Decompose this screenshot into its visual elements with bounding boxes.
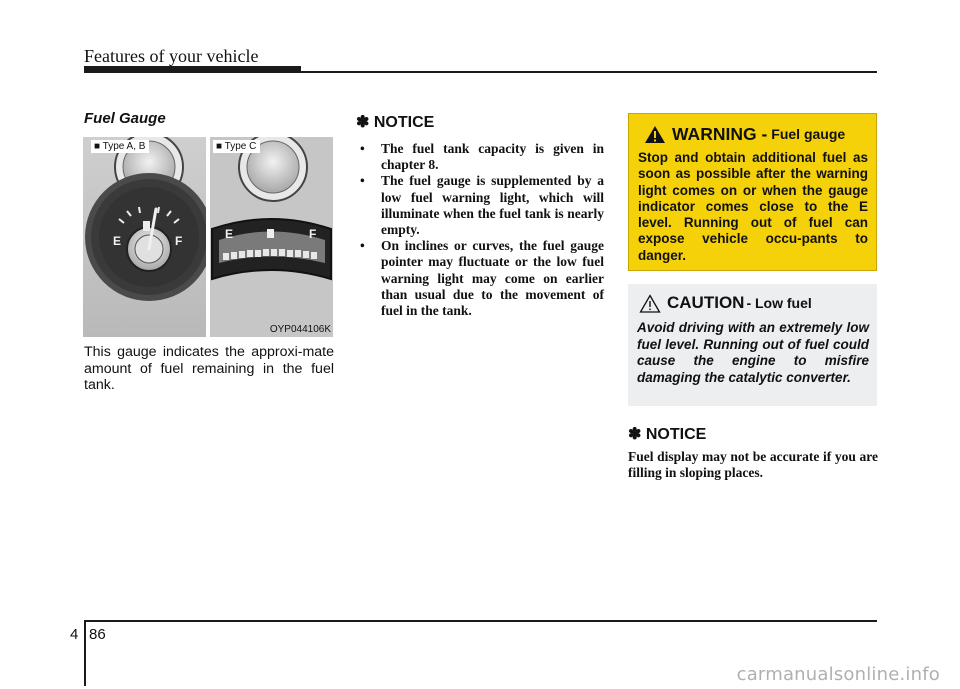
- notice-title: NOTICE: [373, 114, 435, 131]
- gauge-a-empty-letter: E: [113, 234, 122, 248]
- chapter-number: 4: [70, 626, 79, 643]
- caution-title: CAUTION: [667, 293, 745, 312]
- fuel-gauge-figure: [83, 137, 333, 337]
- panel-divider: [206, 137, 210, 337]
- notice2-body: Fuel display may not be accurate if you are filling in sloping places.: [628, 449, 878, 481]
- notice-heading: [356, 112, 434, 132]
- header-rule: [84, 71, 877, 73]
- notice2-title: NOTICE: [645, 426, 707, 443]
- fuel-pump-icon: [267, 229, 274, 238]
- fuel-gauge-illustration: [83, 137, 333, 337]
- footer-vertical-rule: [84, 620, 86, 686]
- section-title: Fuel Gauge: [84, 110, 166, 127]
- notice-symbol-icon: ✽: [356, 114, 370, 131]
- footer-rule: [84, 620, 877, 622]
- gauge-a-full-letter: F: [175, 234, 183, 248]
- gauge-type-c: [210, 137, 333, 337]
- caution-subtitle: - Low fuel: [746, 295, 812, 311]
- page-header-title: Features of your vehicle: [84, 46, 259, 66]
- caution-triangle-icon: [639, 294, 661, 313]
- warning-subtitle: Fuel gauge: [771, 126, 846, 142]
- notice-list: [356, 141, 604, 319]
- warning-title: WARNING -: [672, 123, 768, 144]
- caution-heading: [637, 290, 869, 316]
- warning-body: Stop and obtain additional fuel as soon as possible after the warning light comes on or when the gauge indicator comes close to the E level. Running out of fuel can expose vehicle occu-pants to danger.: [638, 150, 868, 263]
- figure-label-type-ab: ■ Type A, B: [91, 140, 149, 153]
- warning-triangle-icon: [644, 125, 666, 144]
- notice2-heading: [628, 424, 706, 444]
- figure-code: OYP044106K: [269, 324, 331, 335]
- page-number: 86: [89, 626, 106, 643]
- list-item: • On inclines or curves, the fuel gauge pointer may fluctuate or the low fuel warning light may come on earlier than usual due to the movement of fuel in the tank.: [360, 238, 604, 319]
- warning-box: [628, 113, 877, 271]
- watermark: carmanualsonline.info: [736, 664, 940, 685]
- notice2-symbol-icon: ✽: [628, 426, 642, 443]
- caution-body: Avoid driving with an extremely low fuel level. Running out of fuel could cause the engine to misfire damaging the catalytic converter.: [637, 320, 869, 385]
- fuel-gauge-description: This gauge indicates the approxi-mate amount of fuel remaining in the fuel tank.: [84, 344, 334, 393]
- caution-box: [628, 284, 877, 406]
- gauge-c-empty-letter: E: [225, 227, 234, 241]
- list-item: • The fuel tank capacity is given in chapter 8.: [360, 141, 604, 173]
- list-item: • The fuel gauge is supplemented by a low fuel warning light, which will illuminate when the fuel tank is nearly empty.: [360, 173, 604, 238]
- figure-label-type-c: ■ Type C: [213, 140, 260, 153]
- warning-heading: [638, 122, 868, 146]
- gauge-c-full-letter: F: [309, 227, 317, 241]
